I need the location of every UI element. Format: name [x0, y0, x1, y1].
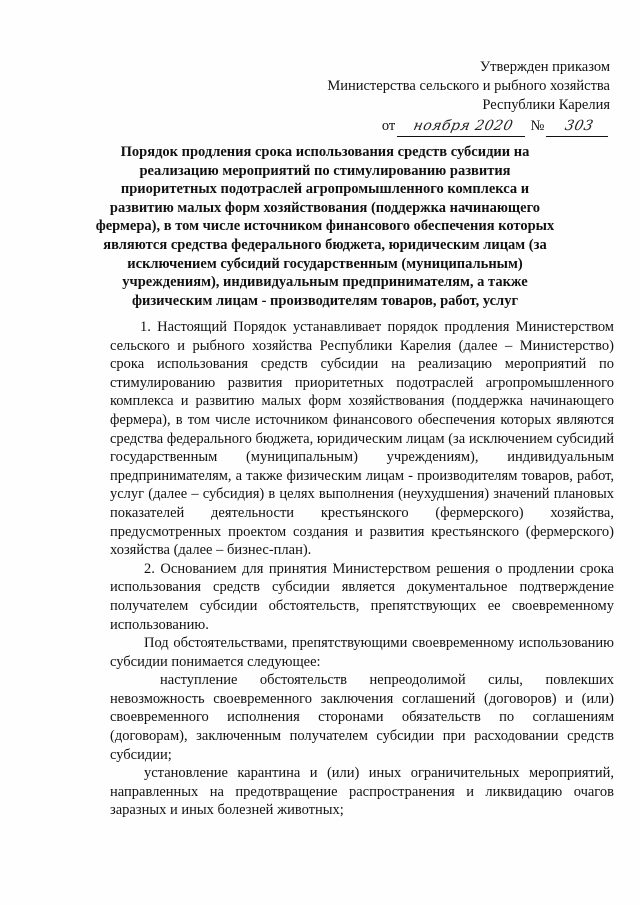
paragraph-5: установление карантина и (или) иных ограничительных мероприятий, направленных на предотвращение распространения и ликвидацию очагов заразных и иных болезней животных; — [110, 765, 614, 819]
approval-line-2: Министерства сельского и рыбного хозяйства — [327, 78, 610, 94]
document-title: Порядок продления срока использования средств субсидии на реализацию мероприятий по стимулированию развития приоритетных подотраслей агропромышленного комплекса и развитию малых форм хозяйствования (поддержка начинающего фермера), в том числе источником финансового обеспечения которых являются средства федерального бюджета, юридическим лицам (за исключением субсидий государственным (муниципальным) учреждениям), индивидуальным предпринимателям, а также физическим лицам - производителям товаров, работ, услуг — [95, 144, 555, 309]
handwritten-date: ноября 2020 — [397, 117, 529, 137]
from-label: от — [381, 118, 396, 134]
approval-date-row — [290, 117, 610, 137]
paragraph-1: 1. Настоящий Порядок устанавливает порядок продления Министерством сельского и рыбного хозяйства Республики Карелия (далее – Министерство) срока использования средств субсидии на реализацию мероприятий по стимулированию развития приоритетных подотраслей агропромышленного комплекса и развитию малых форм хозяйствования (поддержка начинающего фермера), в том числе источником финансового обеспечения которых являются средства федерального бюджета, юридическим лицам (за исключением субсидий государственным (муниципальным) учреждениям), индивидуальным предпринимателям, а также физическим лицам - производителям товаров, работ, услуг (далее – субсидия) в целях выполнения (неухудшения) значений плановых показателей деятельности крестьянского (фермерского) хозяйства, предусмотренных проектом создания и развития крестьянского (фермерского) хозяйства (далее – бизнес-план). — [110, 319, 614, 559]
approval-line-3: Республики Карелия — [482, 97, 610, 113]
paragraph-2: 2. Основанием для принятия Министерством решения о продлении срока использования средств субсидии является документальное подтверждение получателем субсидии обстоятельств, препятствующих ее своевременному использованию. — [110, 560, 614, 633]
paragraph-3: Под обстоятельствами, препятствующими своевременному использованию субсидии понимается следующее: — [110, 635, 614, 670]
paragraph-4: наступление обстоятельств непреодолимой силы, повлекших невозможность своевременного заключения соглашений (договоров) и (или) своевременного исполнения сторонами обязательств по соглашениям (договорам), заключенным получателем субсидии при расходовании средств субсидии; — [110, 672, 614, 763]
number-label: № — [530, 118, 545, 134]
approval-line-1: Утвержден приказом — [479, 59, 610, 75]
approval-stamp — [290, 58, 610, 137]
document-body — [110, 318, 614, 820]
handwritten-number: 303 — [546, 117, 612, 137]
